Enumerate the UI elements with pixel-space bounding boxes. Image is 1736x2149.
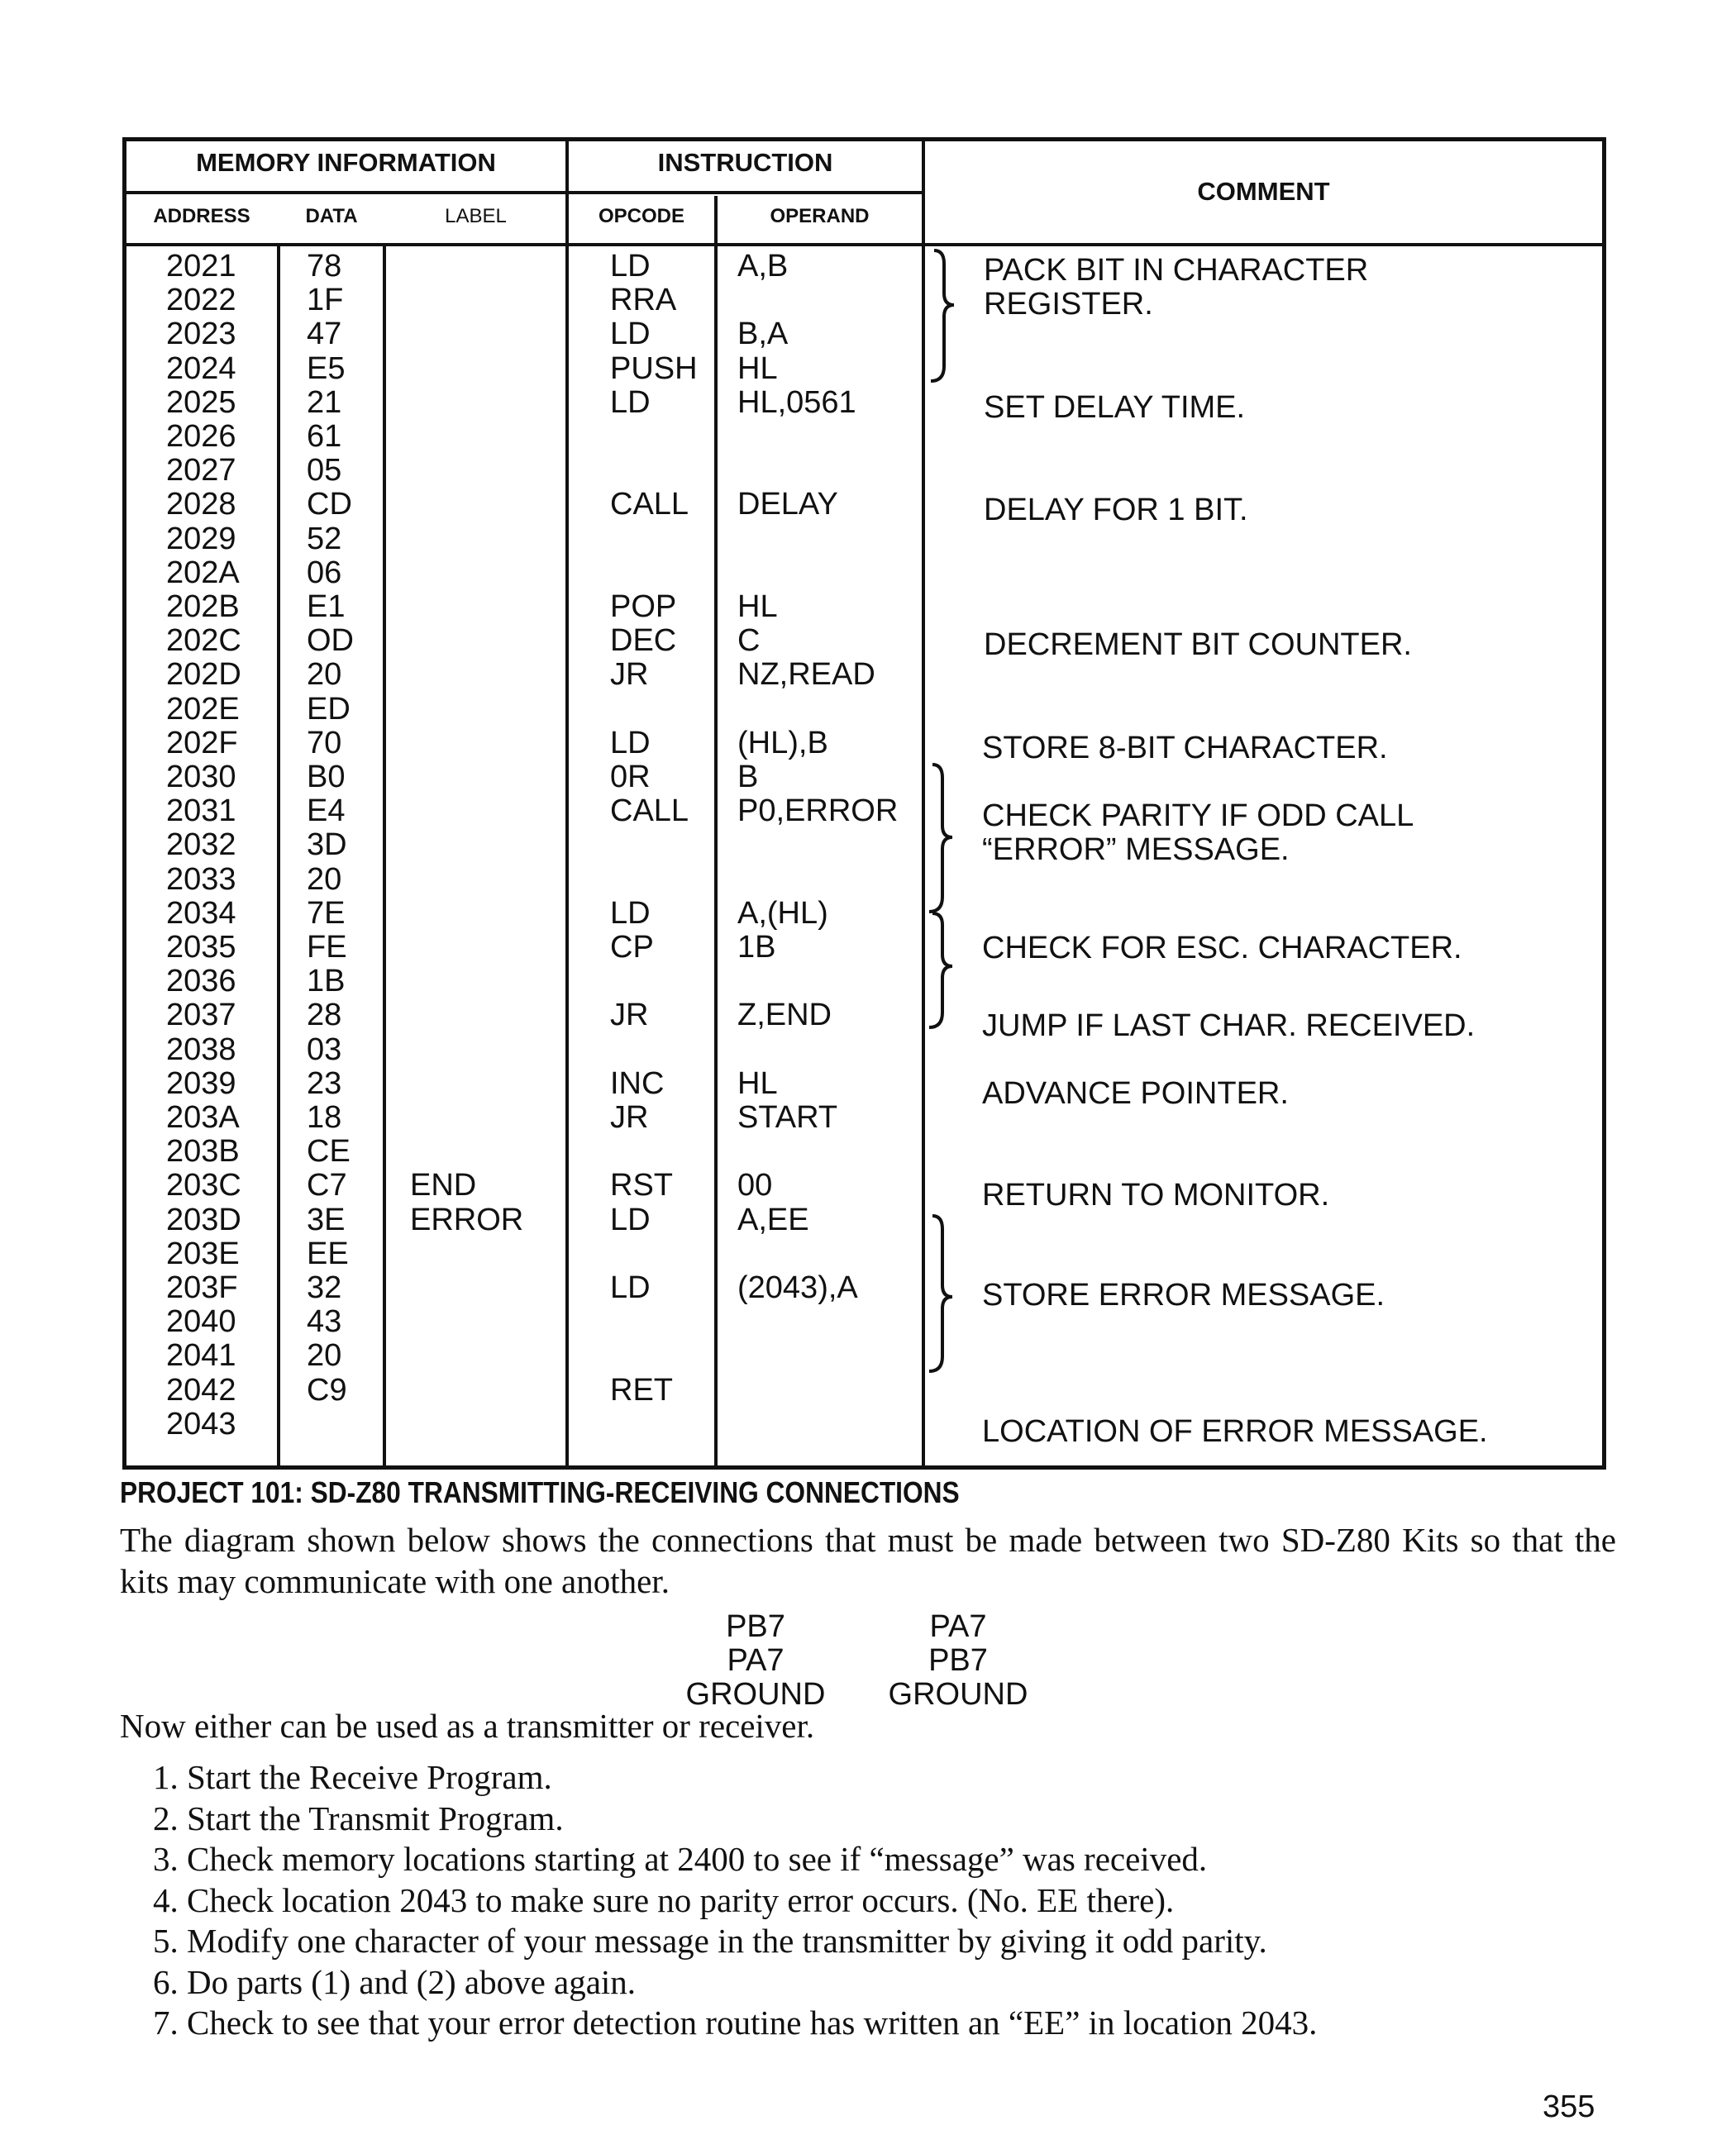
operand-cell: HL,0561	[737, 384, 856, 420]
column-rule	[565, 141, 569, 1465]
address-cell: 2031	[166, 793, 236, 829]
address-cell: 2023	[166, 317, 236, 352]
opcode-cell: PUSH	[610, 350, 698, 386]
operand-cell: B,A	[737, 317, 789, 352]
steps-list	[153, 1757, 1317, 2044]
data-cell: B0	[307, 760, 346, 794]
opcode-cell: POP	[610, 589, 677, 624]
column-rule	[277, 246, 280, 1465]
operand-cell: C	[737, 623, 761, 659]
comment-store-error: STORE ERROR MESSAGE.	[982, 1278, 1385, 1313]
opcode-cell: 0R	[610, 760, 651, 794]
program-listing-table	[122, 137, 1606, 1470]
list-item: 6. Do parts (1) and (2) above again.	[153, 1962, 637, 2001]
address-cell: 2025	[166, 384, 236, 420]
data-cell: 28	[307, 998, 342, 1033]
data-cell: CD	[307, 487, 352, 522]
address-cell: 203C	[166, 1168, 241, 1203]
address-cell: 2041	[166, 1338, 236, 1374]
opcode-cell: CALL	[610, 793, 689, 829]
operand-cell: A,(HL)	[737, 895, 828, 931]
opcode-cell: INC	[610, 1065, 665, 1101]
data-cell: 3E	[307, 1202, 346, 1237]
brace-store-error	[924, 1211, 966, 1376]
data-cell: 1F	[307, 283, 344, 318]
opcode-cell: JR	[610, 657, 649, 693]
data-cell: 7E	[307, 895, 346, 931]
comment-jump-last: JUMP IF LAST CHAR. RECEIVED.	[982, 1008, 1476, 1043]
operand-cell: (HL),B	[737, 725, 828, 760]
address-cell: 2028	[166, 487, 236, 522]
comment-set-delay: SET DELAY TIME.	[984, 390, 1246, 425]
operand-cell: HL	[737, 350, 778, 386]
label-column-header: LABEL	[445, 205, 507, 227]
operand-cell: 1B	[737, 930, 776, 965]
opcode-cell: JR	[610, 998, 649, 1033]
data-cell: C9	[307, 1372, 347, 1408]
label-cell: END	[410, 1168, 477, 1203]
comment-pack-bit: PACK BIT IN CHARACTER REGISTER.	[984, 253, 1369, 322]
data-cell: 47	[307, 317, 342, 352]
data-cell: 20	[307, 657, 342, 693]
address-cell: 2026	[166, 419, 236, 454]
list-item: 5. Modify one character of your message in the transmitter by giving it odd parity.	[153, 1922, 1267, 1960]
address-cell: 2034	[166, 895, 236, 931]
page-number: 355	[1543, 2089, 1595, 2124]
data-cell: 61	[307, 419, 342, 454]
list-item: 4. Check location 2043 to make sure no parity error occurs. (No. EE there).	[153, 1880, 1175, 1919]
address-cell: 2024	[166, 350, 236, 386]
list-item: 1. Start the Receive Program.	[153, 1758, 552, 1796]
opcode-cell: RST	[610, 1168, 673, 1203]
data-cell: 3D	[307, 827, 347, 863]
address-cell: 2037	[166, 998, 236, 1033]
opcode-cell: LD	[610, 1202, 651, 1237]
intro-paragraph: The diagram shown below shows the connections that must be made between two SD-Z80 Kits so that the kits may communicate with one another.	[120, 1521, 1616, 1600]
data-cell: C7	[307, 1168, 347, 1203]
opcode-cell: LD	[610, 895, 651, 931]
data-cell: CE	[307, 1134, 351, 1170]
project-title: PROJECT 101: SD-Z80 TRANSMITTING-RECEIVING CONNECTIONS	[120, 1475, 960, 1509]
brace-check-esc	[924, 908, 966, 1032]
comment-header: COMMENT	[1197, 177, 1330, 206]
operand-cell: A,EE	[737, 1202, 809, 1237]
list-item: 7. Check to see that your error detection routine has written an “EE” in location 2043.	[153, 2004, 1318, 2042]
column-rule	[383, 246, 386, 1465]
connections-right: PA7 PB7 GROUND	[888, 1609, 1028, 1712]
transmitter-note: Now either can be used as a transmitter or receiver.	[120, 1707, 815, 1745]
address-cell: 2029	[166, 521, 236, 556]
brace-pack-bit	[926, 245, 967, 386]
instruction-header: INSTRUCTION	[657, 148, 833, 177]
operand-column-header: OPERAND	[770, 205, 870, 227]
opcode-cell: LD	[610, 725, 651, 760]
data-cell: 52	[307, 521, 342, 556]
address-cell: 202E	[166, 691, 240, 727]
data-cell: E1	[307, 589, 346, 624]
operand-cell: B	[737, 760, 759, 794]
address-cell: 2033	[166, 861, 236, 897]
data-cell: 21	[307, 384, 342, 420]
address-cell: 2021	[166, 249, 236, 284]
address-cell: 2030	[166, 760, 236, 794]
address-cell: 202D	[166, 657, 241, 693]
opcode-cell: LD	[610, 249, 651, 284]
data-cell: ED	[307, 691, 351, 727]
address-cell: 2036	[166, 964, 236, 999]
address-cell: 2043	[166, 1406, 236, 1441]
data-cell: OD	[307, 623, 354, 659]
brace-check-parity	[924, 760, 966, 917]
opcode-cell: CP	[610, 930, 654, 965]
data-cell: 03	[307, 1032, 342, 1067]
address-cell: 202C	[166, 623, 241, 659]
operand-cell: (2043),A	[737, 1270, 858, 1305]
header-rule	[126, 243, 1602, 246]
operand-cell: NZ,READ	[737, 657, 875, 693]
address-cell: 2039	[166, 1065, 236, 1101]
comment-check-esc: CHECK FOR ESC. CHARACTER.	[982, 931, 1462, 965]
opcode-cell: RET	[610, 1372, 673, 1408]
data-cell: E5	[307, 350, 346, 386]
data-cell: 43	[307, 1304, 342, 1340]
operand-cell: A,B	[737, 249, 789, 284]
address-cell: 2035	[166, 930, 236, 965]
data-cell: 23	[307, 1065, 342, 1101]
address-cell: 2022	[166, 283, 236, 318]
operand-cell: P0,ERROR	[737, 793, 899, 829]
comment-location-error: LOCATION OF ERROR MESSAGE.	[982, 1414, 1488, 1449]
address-cell: 202A	[166, 555, 240, 590]
data-cell: E4	[307, 793, 346, 829]
opcode-cell: LD	[610, 1270, 651, 1305]
opcode-cell: JR	[610, 1100, 649, 1135]
connections-left: PB7 PA7 GROUND	[685, 1609, 826, 1712]
data-cell: 32	[307, 1270, 342, 1305]
data-cell: 70	[307, 725, 342, 760]
data-cell: FE	[307, 930, 347, 965]
opcode-cell: LD	[610, 317, 651, 352]
comment-store-char: STORE 8-BIT CHARACTER.	[982, 731, 1388, 765]
list-item: 2. Start the Transmit Program.	[153, 1799, 564, 1837]
memory-information-header: MEMORY INFORMATION	[196, 148, 496, 177]
address-cell: 202F	[166, 725, 238, 760]
operand-cell: HL	[737, 1065, 778, 1101]
data-cell: 18	[307, 1100, 342, 1135]
address-cell: 203A	[166, 1100, 240, 1135]
address-cell: 203E	[166, 1236, 240, 1271]
address-cell: 2040	[166, 1304, 236, 1340]
operand-cell: START	[737, 1100, 838, 1135]
address-column-header: ADDRESS	[153, 205, 250, 227]
comment-check-parity: CHECK PARITY IF ODD CALL “ERROR” MESSAGE.	[982, 798, 1414, 867]
data-cell: EE	[307, 1236, 349, 1271]
address-cell: 203F	[166, 1270, 238, 1305]
data-column-header: DATA	[305, 205, 358, 227]
opcode-cell: DEC	[610, 623, 677, 659]
data-cell: 20	[307, 1338, 342, 1374]
comment-advance: ADVANCE POINTER.	[982, 1076, 1289, 1111]
operand-cell: Z,END	[737, 998, 832, 1033]
opcode-cell: LD	[610, 384, 651, 420]
address-cell: 2032	[166, 827, 236, 863]
header-rule	[126, 191, 922, 194]
address-cell: 2038	[166, 1032, 236, 1067]
opcode-cell: CALL	[610, 487, 689, 522]
data-cell: 05	[307, 453, 342, 488]
data-cell: 78	[307, 249, 342, 284]
operand-cell: DELAY	[737, 487, 838, 522]
data-cell: 1B	[307, 964, 346, 999]
comment-delay-bit: DELAY FOR 1 BIT.	[984, 493, 1248, 527]
column-rule	[714, 196, 718, 1465]
address-cell: 203B	[166, 1134, 240, 1170]
address-cell: 203D	[166, 1202, 241, 1237]
address-cell: 2042	[166, 1372, 236, 1408]
address-cell: 202B	[166, 589, 240, 624]
label-cell: ERROR	[410, 1202, 524, 1237]
comment-return-monitor: RETURN TO MONITOR.	[982, 1178, 1330, 1213]
address-cell: 2027	[166, 453, 236, 488]
list-item: 3. Check memory locations starting at 2400 to see if “message” was received.	[153, 1840, 1208, 1878]
operand-cell: 00	[737, 1168, 773, 1203]
comment-decrement: DECREMENT BIT COUNTER.	[984, 627, 1412, 662]
opcode-column-header: OPCODE	[598, 205, 684, 227]
data-cell: 06	[307, 555, 342, 590]
data-cell: 20	[307, 861, 342, 897]
operand-cell: HL	[737, 589, 778, 624]
opcode-cell: RRA	[610, 283, 677, 318]
